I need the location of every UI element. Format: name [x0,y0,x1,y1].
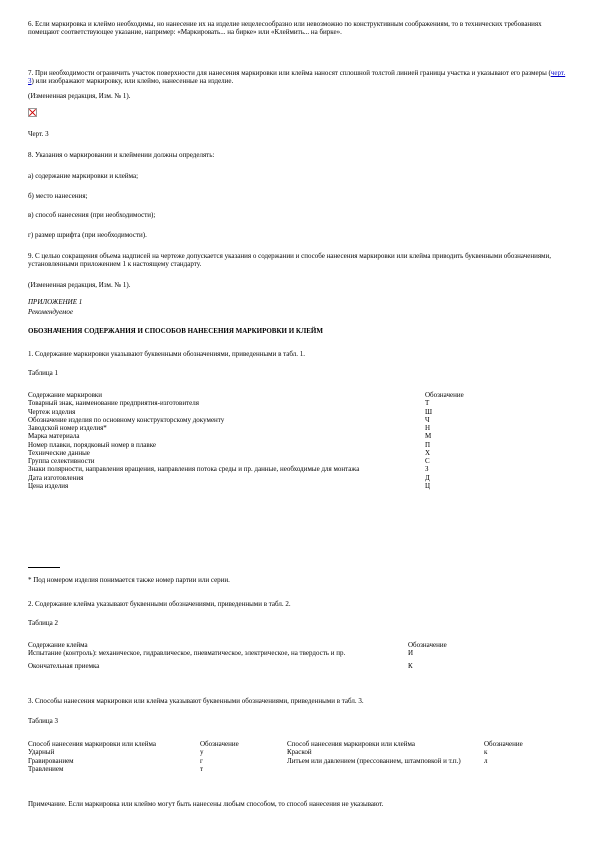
table-3-caption: Таблица 3 [28,717,58,725]
drawing-caption: Черт. 3 [28,130,49,138]
table-cell: М [425,432,432,441]
table-cell: Литьем или давлением (прессованием, штамповкой и т.п.) [287,756,461,765]
table-cell: Заводской номер изделия* [28,424,107,432]
table-cell: К [408,661,413,670]
table-3 [28,740,538,773]
table-row [28,465,530,473]
table-header-cell: Содержание маркировки [28,391,103,399]
table-cell: Ударный [28,748,55,757]
paragraph-6: 6. Если маркировка и клеймо необходимы, но нанесение их на изделие нецелесообразно или невозможно по конструктивным соображениям, то в технических требованиях помещают соответствующее указание, например: «Маркировать... на бирке» или «Клеймить... на бирке». [28,20,542,37]
table-cell [484,765,538,773]
table-cell: к [484,748,488,757]
table-header-row [28,740,538,748]
table-header-cell: Обозначение [408,641,447,649]
table-row [28,658,488,670]
table-row [28,482,530,490]
table-row [28,649,488,657]
table-cell: Товарный знак, наименование предприятия-изготовителя [28,399,199,408]
table-cell: Технические данные [28,448,90,457]
table-cell: Ш [425,407,433,416]
table-header-cell: Обозначение [425,391,464,399]
table-2-caption: Таблица 2 [28,619,58,627]
table-row [28,457,530,465]
paragraph-8b: б) место нанесения; [28,192,88,200]
table-header-cell: Способ нанесения маркировки или клейма [287,740,415,748]
table-cell: Н [425,424,431,432]
paragraph-8c: в) способ нанесения (при необходимости); [28,211,156,219]
table-cell: у [200,748,204,757]
paragraph-9: 9. С целью сокращения объема надписей на чертеже допускается указания о содержании и способе нанесения маркировки или клейма приводить буквенными обозначениями, установленными приложением 1 к настоящему стандарту. [28,252,551,269]
table-row [28,399,530,407]
appendix-status: Рекомендуемое [28,308,73,316]
paragraph-7-text-before: 7. При необходимости ограничить участок поверхности для нанесения маркировки или клейма наносят сплошной толстой линией границы участка и указывают его размеры ( [28,69,551,77]
table-row [28,757,538,765]
table-cell: П [425,440,431,449]
table-cell: Д [425,473,430,482]
table-1-caption: Таблица 1 [28,369,58,377]
table-row [28,748,538,756]
table-cell: И [408,649,414,658]
table-row [28,432,530,440]
table-2 [28,641,488,670]
revision-note-1: (Измененная редакция, Изм. № 1). [28,92,131,100]
table-cell: Обозначение изделия по основному конструкторскому документу [28,415,225,424]
table-row [28,765,538,773]
table-row [28,449,530,457]
table-3-note: Примечание. Если маркировка или клеймо могут быть нанесены любым способом, то способ нанесения не указывают. [28,800,384,808]
table-cell: Чертеж изделия [28,407,76,416]
table-cell: Т [425,399,430,408]
paragraph-8a: а) содержание маркировки и клейма; [28,172,139,180]
table-cell: Травлением [28,764,64,773]
table-cell [287,765,484,773]
table-cell: Гравированием [28,756,74,765]
table-cell: С [425,457,430,465]
section-3: 3. Способы нанесения маркировки или клейма указывают буквенными обозначениями, приведенными в табл. 3. [28,697,364,705]
table-row [28,474,530,482]
paragraph-7 [28,69,568,86]
table-cell: г [200,756,203,765]
broken-image-icon [28,108,37,117]
table-header-cell: Способ нанесения маркировки или клейма [28,740,156,748]
section-2: 2. Содержание клейма указывают буквенными обозначениями, приведенными в табл. 2. [28,600,291,608]
footnote-divider [28,567,60,568]
appendix-title: ПРИЛОЖЕНИЕ 1 [28,298,83,306]
table-cell: Цена изделия [28,481,69,490]
table-header-row [28,641,488,649]
revision-note-2: (Измененная редакция, Изм. № 1). [28,281,131,289]
table-1 [28,391,530,490]
section-1: 1. Содержание маркировки указывают буквенными обозначениями, приведенными в табл. 1. [28,350,306,358]
table-row [28,424,530,432]
table-row [28,408,530,416]
table-row [28,441,530,449]
appendix-heading: ОБОЗНАЧЕНИЯ СОДЕРЖАНИЯ И СПОСОБОВ НАНЕСЕНИЯ МАРКИРОВКИ И КЛЕЙМ [28,327,323,335]
table-cell: Марка материала [28,432,80,441]
footnote: * Под номером изделия понимается также номер партии или серии. [28,576,230,584]
table-header-cell: Обозначение [484,740,523,748]
table-cell: Знаки полярности, направления вращения, направления потока среды и пр. данные, необходимые для монтажа [28,465,360,474]
table-header-cell: Обозначение [200,740,239,748]
table-cell: Х [425,448,431,457]
table-cell: З [425,465,429,474]
table-cell: Группа селективности [28,457,95,465]
table-cell: Ц [425,481,431,490]
paragraph-8d: г) размер шрифта (при необходимости). [28,231,147,239]
paragraph-8: 8. Указания о маркировании и клеймении должны определять: [28,151,215,159]
table-cell: Дата изготовления [28,473,84,482]
chert-3-link[interactable]: черт. 3 [28,69,566,86]
table-cell: Номер плавки, порядковый номер в плавке [28,440,157,449]
table-cell: т [200,764,204,773]
table-cell: Испытание (контроль): механическое, гидравлическое, пневматическое, электрическое, на твердость и пр. [28,649,346,658]
table-header-cell: Содержание клейма [28,641,88,649]
paragraph-7-text-after: ) или изображают маркировку, или клеймо, нанесенные на изделие. [31,77,234,86]
table-row [28,416,530,424]
table-cell: л [484,756,488,765]
table-cell: Ч [425,415,430,424]
table-cell: Окончательная приемка [28,661,100,670]
table-cell: Краской [287,748,312,757]
table-header-row [28,391,530,399]
